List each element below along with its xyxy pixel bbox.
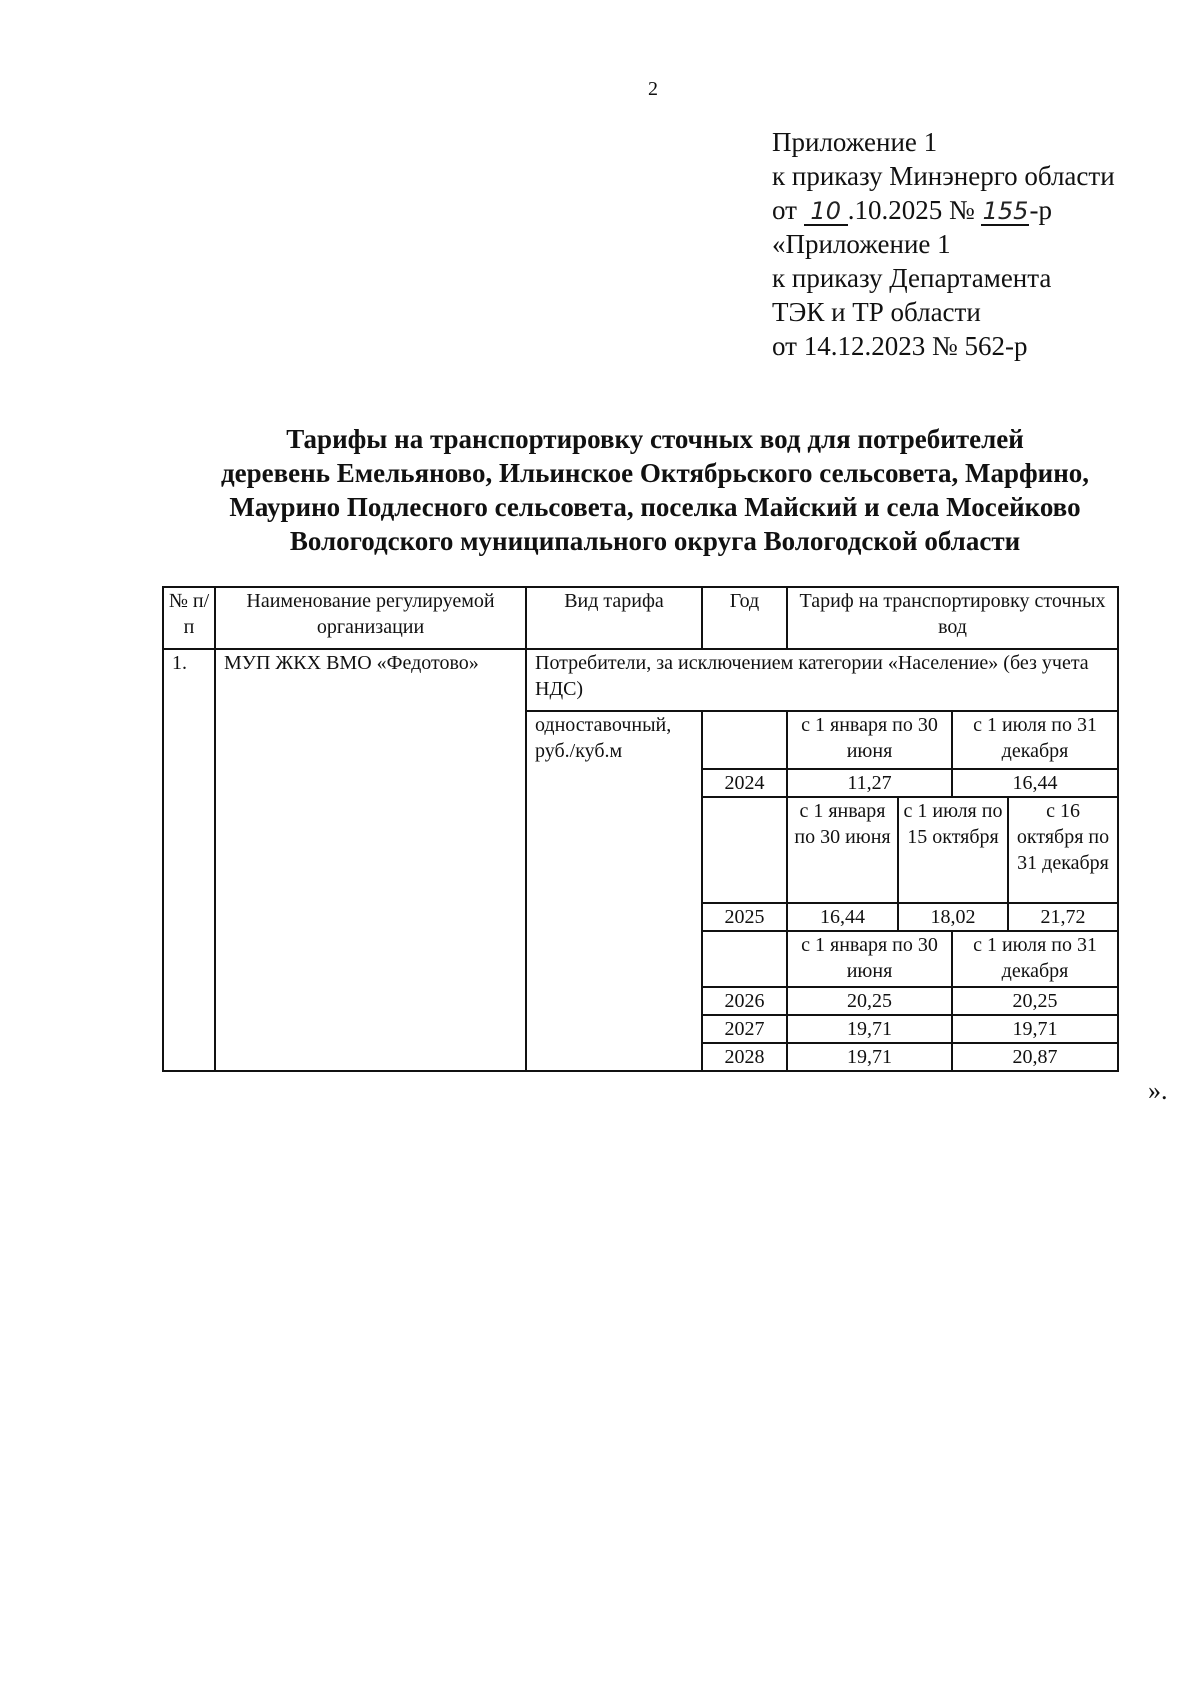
page-number: 2 [648, 78, 658, 100]
handwritten-order-number: 155 [982, 197, 1029, 225]
tariff-2027-h1: 19,71 [787, 1015, 952, 1043]
table-row [163, 649, 1118, 711]
handwritten-day: 10 [804, 198, 848, 226]
period-2024-h2: с 1 июля по 31 декабря [952, 711, 1118, 769]
tariff-2024-h2: 16,44 [952, 769, 1118, 797]
period-2026-h1: с 1 января по 30 июня [787, 931, 952, 987]
appendix-line: Приложение 1 [772, 127, 938, 157]
closing-quote: ». [1148, 1076, 1168, 1105]
appendix-line: от 14.12.2023 № 562-р [772, 331, 1028, 361]
title-line: Вологодского муниципального округа Вологодской области [289, 526, 1021, 556]
tariff-2028-h2: 20,87 [952, 1043, 1118, 1071]
appendix-date: .10.2025 № [847, 195, 975, 225]
period-2025-p2: с 1 июля по 15 октября [898, 797, 1008, 903]
tariff-2027-h2: 19,71 [952, 1015, 1118, 1043]
year-empty-cell [702, 711, 787, 769]
title-line: Маурино Подлесного сельсовета, поселка Майский и села Мосейково [229, 492, 1081, 522]
appendix-line: «Приложение 1 [772, 229, 951, 259]
year-2028: 2028 [702, 1043, 787, 1071]
tariff-2025-p3: 21,72 [1008, 903, 1118, 931]
period-2025-p3: с 16 октября по 31 декабря [1008, 797, 1118, 903]
appendix-line: ТЭК и ТР области [772, 297, 981, 327]
tariff-2026-h2: 20,25 [952, 987, 1118, 1015]
appendix-from-label: от [772, 195, 797, 225]
header-type: Вид тарифа [526, 587, 702, 649]
title-line: Тарифы на транспортировку сточных вод для потребителей [286, 424, 1024, 454]
period-2026-h2: с 1 июля по 31 декабря [952, 931, 1118, 987]
header-num: № п/п [163, 587, 215, 649]
year-2024: 2024 [702, 769, 787, 797]
appendix-line: к приказу Департамента [772, 263, 1052, 293]
tariff-2025-p2: 18,02 [898, 903, 1008, 931]
tariff-2026-h1: 20,25 [787, 987, 952, 1015]
document-title [150, 422, 1160, 558]
year-2027: 2027 [702, 1015, 787, 1043]
header-tariff: Тариф на транспортировку сточных вод [787, 587, 1118, 649]
appendix-suffix: -р [1029, 195, 1052, 225]
period-2025-p1: с 1 января по 30 июня [787, 797, 898, 903]
year-2025: 2025 [702, 903, 787, 931]
appendix-line: к приказу Минэнерго области [772, 161, 1115, 191]
tariff-table [162, 586, 1119, 1072]
year-empty-cell [702, 797, 787, 903]
appendix-block [772, 125, 1115, 363]
header-org: Наименование регулируемой организации [215, 587, 526, 649]
tariff-2024-h1: 11,27 [787, 769, 952, 797]
appendix-order-line [772, 193, 1115, 227]
row-number: 1. [163, 649, 215, 1071]
tariff-2025-p1: 16,44 [787, 903, 898, 931]
consumers-category: Потребители, за исключением категории «Население» (без учета НДС) [526, 649, 1118, 711]
period-2024-h1: с 1 января по 30 июня [787, 711, 952, 769]
year-empty-cell [702, 931, 787, 987]
year-2026: 2026 [702, 987, 787, 1015]
tariff-2028-h1: 19,71 [787, 1043, 952, 1071]
tariff-type: одноставочный, руб./куб.м [526, 711, 702, 1071]
table-header-row [163, 587, 1118, 649]
organization-name: МУП ЖКХ ВМО «Федотово» [215, 649, 526, 1071]
title-line: деревень Емельяново, Ильинское Октябрьского сельсовета, Марфино, [220, 458, 1090, 488]
header-year: Год [702, 587, 787, 649]
